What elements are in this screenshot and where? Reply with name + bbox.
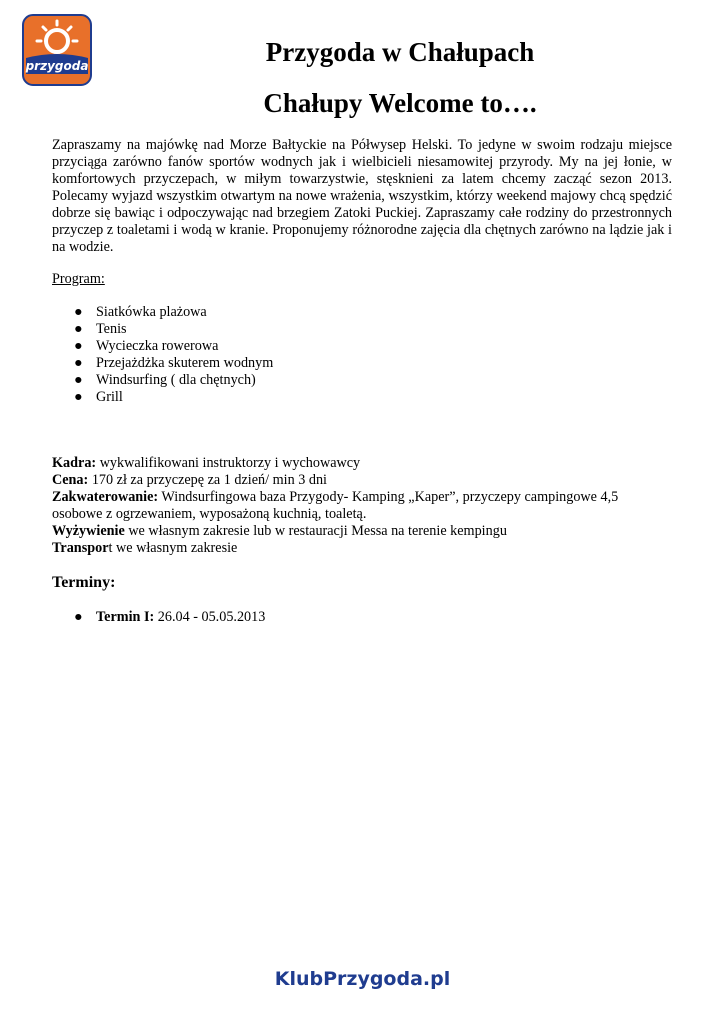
logo-text: przygoda [25,59,89,73]
list-item [52,321,273,338]
term-label: Termin I: [96,609,155,625]
zakwaterowanie-line [52,489,672,523]
bullet-icon: ● [74,609,83,625]
terms-list [52,609,265,626]
program-item: Tenis [96,321,127,337]
list-item [52,609,265,626]
info-section [52,455,672,557]
list-item [52,389,273,406]
przygoda-logo [22,14,92,86]
wyzywienie-label: Wyżywienie [52,523,125,539]
page-title: Przygoda w Chałupach [265,37,535,67]
bullet-icon: ● [74,389,83,405]
cena-value: 170 zł za przyczepę za 1 dzień/ min 3 dni [88,472,327,488]
term-dates: 26.04 - 05.05.2013 [154,609,266,625]
transport-label-rest: t [108,540,113,556]
program-item: Grill [96,389,123,405]
transport-line [52,540,672,557]
bullet-icon: ● [74,321,83,337]
kadra-line [52,455,672,472]
kadra-value: wykwalifikowani instruktorzy i wychowawcy [96,455,361,471]
intro-paragraph: Zapraszamy na majówkę nad Morze Bałtyckie na Półwysep Helski. To jedyne w swoim rodzaju miejsce przyciąga zarówno fanów sportów wodnych jak i wielbicieli niesamowitej przyrody. My na jej łonie, w komfortowych przyczepach, w miłym towarzystwie, stęsknieni za latem chcemy zacząć sezon 2013. Polecamy wyjazd wszystkim otwartym na nowe wrażenia, wszystkim, którzy weekend majowy chcą spędzić dobrze się bawiąc i odpoczywając nad brzegiem Zatoki Puckiej. Zapraszamy całe rodziny do przestronnych przyczep z toaletami i wodą w kranie. Proponujemy różnorodne zajęcia dla chętnych zarówno na lądzie jak i na wodzie. [52,137,672,255]
kadra-label: Kadra: [52,455,97,471]
list-item [52,304,273,321]
bullet-icon: ● [74,338,83,354]
sun-logo-icon [22,14,92,86]
program-item: Wycieczka rowerowa [96,338,219,354]
terminy-heading: Terminy: [52,574,116,591]
program-item: Windsurfing ( dla chętnych) [96,372,256,388]
list-item [52,338,273,355]
program-item: Przejażdżka skuterem wodnym [96,355,274,371]
list-item [52,372,273,389]
bullet-icon: ● [74,355,83,371]
program-item: Siatkówka plażowa [96,304,207,320]
cena-line [52,472,672,489]
footer-brand-link[interactable]: KlubPrzygoda.pl [274,968,451,990]
bullet-icon: ● [74,372,83,388]
program-list [52,304,273,406]
wyzywienie-line [52,523,672,540]
program-heading: Program: [52,271,105,287]
page-subtitle: Chałupy Welcome to…. [263,88,537,118]
bullet-icon: ● [74,304,83,320]
list-item [52,355,273,372]
cena-label: Cena: [52,472,89,488]
zakwaterowanie-label: Zakwaterowanie: [52,489,159,505]
zakwaterowanie-value: Windsurfingowa baza Przygody- Kamping „Kaper”, przyczepy campingowe 4,5 osobowe z ogrzewaniem, wyposażoną kuchnią, toaletą. [52,489,619,522]
wyzywienie-value: we własnym zakresie lub w restauracji Messa na terenie kempingu [124,523,507,539]
transport-value: we własnym zakresie [112,540,238,556]
transport-label: Transpor [52,540,109,556]
